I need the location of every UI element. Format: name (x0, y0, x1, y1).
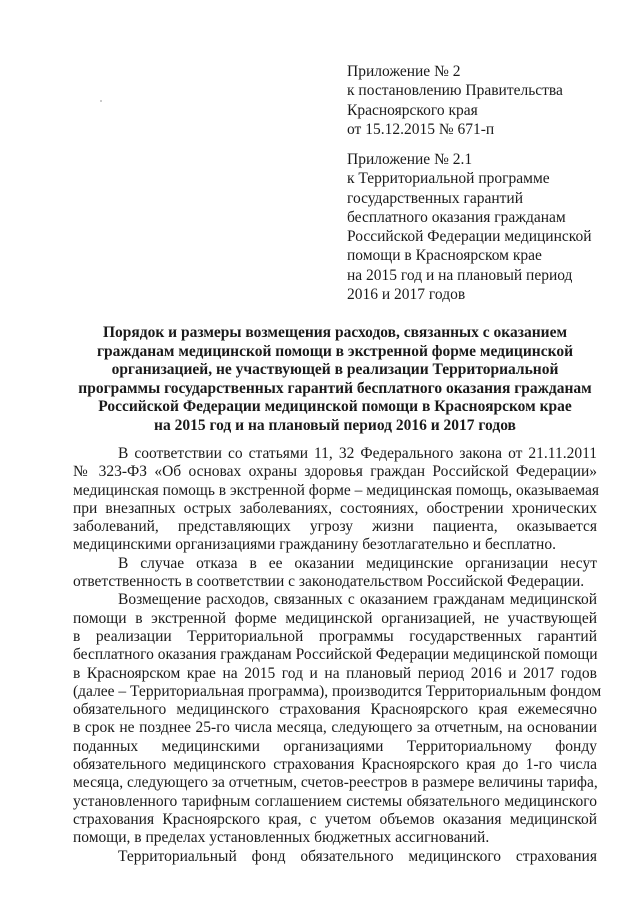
body-line: В соответствии со статьями 11, 32 Федерального закона от 21.11.2011 (118, 445, 597, 462)
body-line: медицинскими организациями гражданину безотлагательно и бесплатно. (73, 536, 556, 554)
appendix-line: бесплатного оказания гражданам (347, 208, 566, 226)
appendix-line: к Территориальной программе (347, 170, 550, 188)
appendix-line: 2016 и 2017 годов (347, 286, 466, 304)
appendix-line: от 15.12.2015 № 671-п (347, 120, 495, 138)
appendix-line: на 2015 год и на плановый период (347, 266, 573, 284)
body-line: в срок не позднее 25-го числа месяца, следующего за отчетным, на основании (73, 719, 597, 737)
body-line: помощи в экстренной форме медицинской организацией, не участвующей (73, 609, 597, 627)
title-line: Российской Федерации медицинской помощи в Красноярском крае (98, 398, 572, 416)
body-line: медицинская помощь в экстренной форме – медицинская помощь, оказываемая (73, 481, 599, 499)
body-line: установленного тарифным соглашением системы обязательного медицинского (73, 792, 597, 810)
body-line: в Красноярском крае на 2015 год и на плановый период 2016 и 2017 годов (73, 664, 597, 682)
body-line: заболеваний, представляющих угрозу жизни пациента, оказывается (73, 518, 597, 536)
title-line: организацией, не участвующей в реализации Территориальной (111, 361, 559, 379)
document-body (73, 445, 602, 866)
body-line: ответственность в соответствии с законодательством Российской Федерации. (73, 573, 585, 591)
body-line: № 323-ФЗ «Об основах охраны здоровья граждан Российской Федерации» (73, 463, 597, 481)
document-title (70, 324, 600, 436)
body-line: помощи, в пределах установленных бюджетных ассигнований. (73, 829, 490, 847)
appendix-header-sub (347, 150, 592, 304)
scan-speck (100, 100, 102, 102)
body-line: Территориальный фонд обязательного медицинского страхования (118, 847, 597, 865)
body-line: В случае отказа в ее оказании медицинские организации несут (118, 554, 597, 572)
title-line: Порядок и размеры возмещения расходов, связанных с оказанием (102, 324, 568, 341)
appendix-line: к постановлению Правительства (347, 82, 563, 100)
body-line: при внезапных острых заболеваниях, состояниях, обострении хронических (73, 499, 597, 517)
appendix-header-main (347, 62, 563, 139)
appendix-line: Приложение № 2 (347, 63, 461, 80)
body-line: (далее – Территориальная программа), производится Территориальным фондом (73, 682, 602, 700)
body-line: страхования Красноярского края, с учетом объемов оказания медицинской (73, 810, 597, 828)
title-line: гражданам медицинской помощи в экстренной форме медицинской (96, 342, 574, 360)
title-line: программы государственных гарантий бесплатного оказания гражданам (78, 379, 592, 397)
body-line: месяца, следующего за отчетным, счетов-реестров в размере величины тарифа, (73, 774, 598, 792)
appendix-line: Приложение № 2.1 (347, 151, 473, 168)
body-line: в реализации Территориальной программы государственных гарантий (73, 627, 597, 645)
body-line: обязательного медицинского страхования Красноярского края до 1-го числа (73, 756, 597, 774)
body-line: обязательного медицинского страхования Красноярского края ежемесячно (73, 701, 597, 719)
body-line: бесплатного оказания гражданам Российской Федерации медицинской помощи (73, 646, 598, 664)
appendix-line: государственных гарантий (347, 189, 523, 207)
appendix-line: Российской Федерации медицинской (347, 228, 592, 246)
appendix-line: помощи в Красноярском крае (347, 247, 542, 265)
body-line: поданных медицинскими организациями Территориальному фонду (73, 737, 597, 755)
appendix-line: Красноярского края (347, 101, 478, 119)
body-line: Возмещение расходов, связанных с оказанием гражданам медицинской (118, 591, 597, 609)
title-line: на 2015 год и на плановый период 2016 и 2017 годов (154, 416, 516, 434)
